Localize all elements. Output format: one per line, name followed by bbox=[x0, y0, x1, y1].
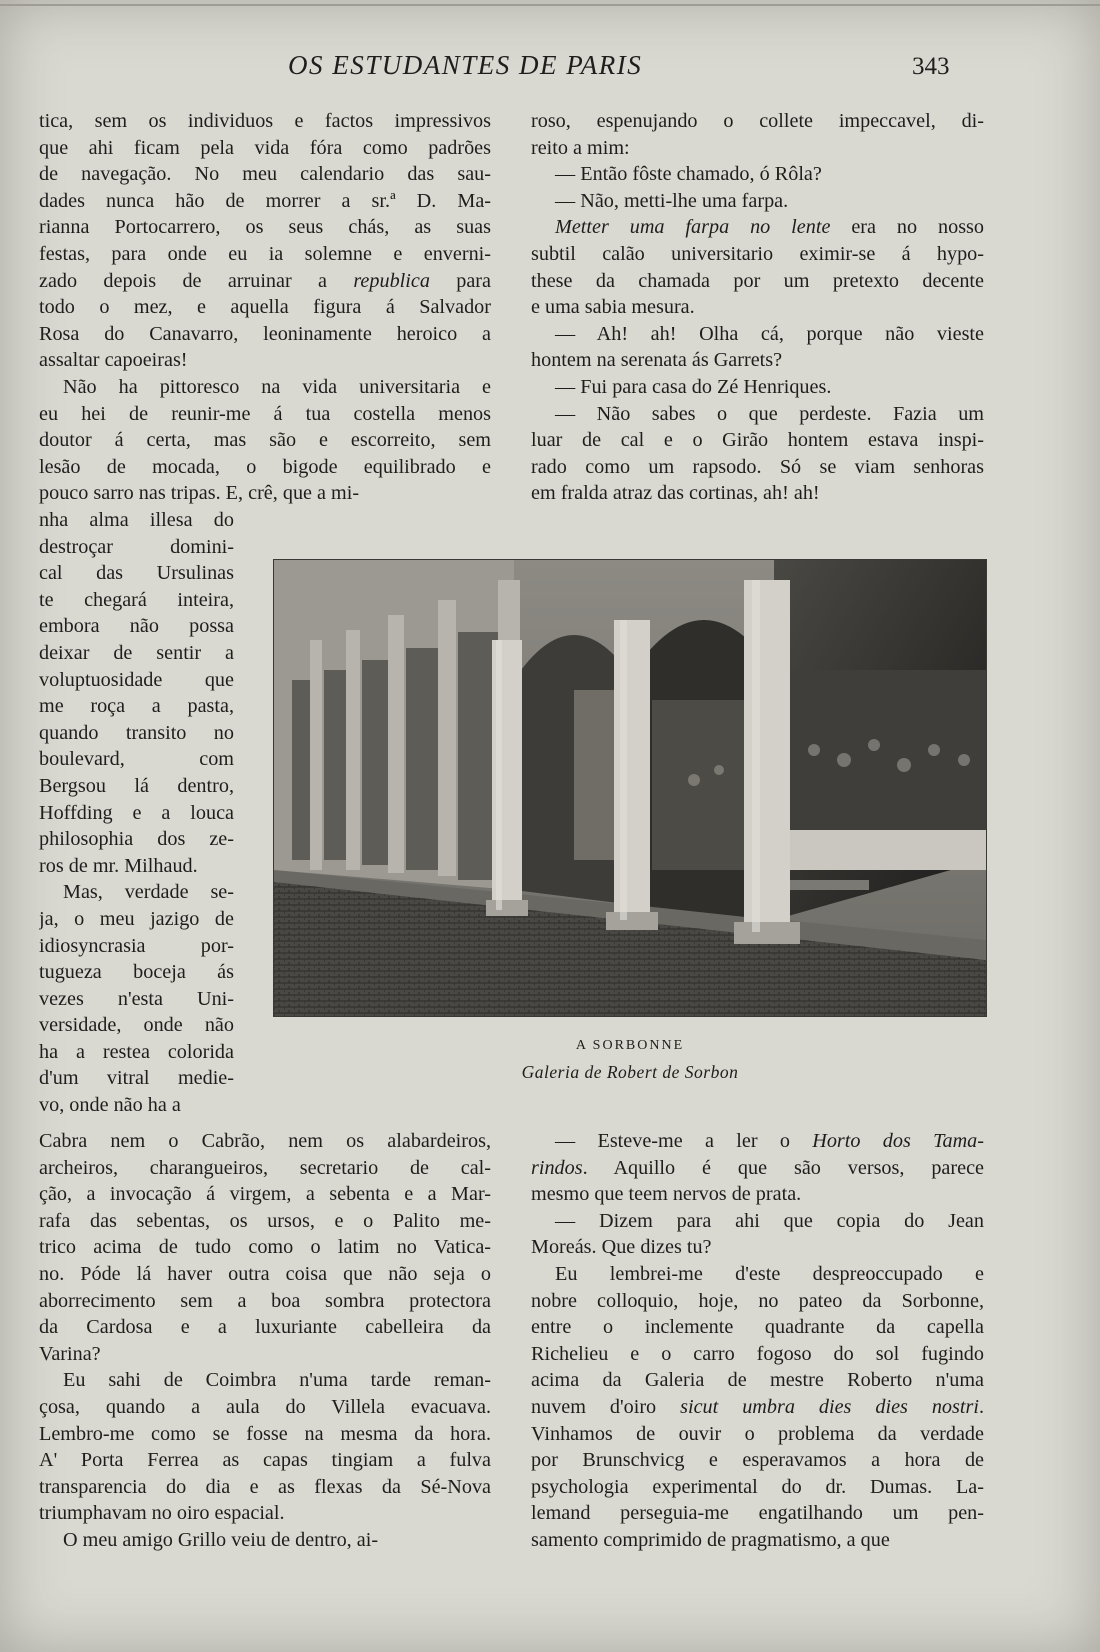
italic-phrase: Horto dos Tama- bbox=[812, 1130, 984, 1152]
text-line: quando transito no bbox=[39, 721, 234, 744]
running-header-title: OS ESTUDANTES DE PARIS bbox=[288, 50, 643, 80]
text-line: deixar de sentir a bbox=[39, 641, 234, 664]
text-line: Bergsou lá dentro, bbox=[39, 774, 234, 797]
text-line: roso, espenujando o collete impeccavel, di- bbox=[531, 110, 984, 132]
text-line bbox=[531, 1394, 984, 1421]
text-line: — Ah! ah! Olha cá, porque não vieste bbox=[555, 322, 984, 345]
text-line: ja, o meu jazigo de bbox=[39, 907, 234, 930]
text-line: hontem na serenata ás Garrets? bbox=[531, 349, 783, 372]
text-line: — Então fôste chamado, ó Rôla? bbox=[555, 163, 822, 186]
text-line: triumphavam no oiro espacial. bbox=[39, 1502, 285, 1525]
text-line: rafa das sebentas, os ursos, e o Palito me- bbox=[39, 1209, 491, 1232]
text-line: vo, onde não ha a bbox=[39, 1094, 181, 1117]
text-line bbox=[39, 268, 491, 295]
text-line: philosophia dos ze- bbox=[39, 828, 234, 851]
text-line: Vinhamos de ouvir o problema da verdade bbox=[531, 1422, 984, 1445]
text-run: zado depois de arruinar a bbox=[39, 269, 354, 292]
text-line: Não ha pittoresco na vida universitaria e bbox=[63, 375, 491, 398]
text-line: Varina? bbox=[39, 1342, 101, 1365]
text-line: lemand perseguia-me engatilhando um pen- bbox=[531, 1502, 984, 1525]
italic-phrase: rindos bbox=[531, 1156, 583, 1179]
text-line: Lembro-me como se fosse na mesma da hora. bbox=[39, 1422, 491, 1445]
text-run: — Esteve-me a ler o bbox=[555, 1130, 813, 1152]
text-line: Eu lembrei-me d'este despreoccupado e bbox=[555, 1262, 984, 1285]
left-column-top-text bbox=[39, 108, 491, 507]
text-line: A' Porta Ferrea as capas tingiam a fulva bbox=[39, 1449, 491, 1472]
text-line: — Não sabes o que perdeste. Fazia um bbox=[555, 402, 984, 425]
text-line: Eu sahi de Coimbra n'uma tarde reman- bbox=[63, 1369, 491, 1392]
text-line: voluptuosidade que bbox=[39, 668, 234, 691]
text-line: Rosa do Canavarro, leoninamente heroico a bbox=[39, 322, 491, 345]
text-line bbox=[531, 214, 984, 241]
text-line: — Não, metti-lhe uma farpa. bbox=[555, 189, 789, 212]
text-line: Cabra nem o Cabrão, nem os alabardeiros, bbox=[39, 1130, 491, 1152]
text-line: doutor á certa, mas são e escorreito, sem bbox=[39, 429, 491, 452]
text-line: ção, a invocação á virgem, a sebenta e a Mar- bbox=[39, 1183, 491, 1206]
text-line: lesão de mocada, o bigode equilibrado e bbox=[39, 455, 491, 478]
text-line: versidade, onde não bbox=[39, 1014, 234, 1037]
italic-phrase: sicut umbra dies dies nostri bbox=[680, 1395, 979, 1418]
text-line: luar de cal e o Girão hontem estava inspi- bbox=[531, 429, 984, 452]
text-run: . Aquillo é que são versos, parece bbox=[582, 1156, 984, 1179]
text-line: tugueza boceja ás bbox=[39, 961, 234, 984]
text-line: e uma sabia mesura. bbox=[531, 296, 695, 319]
text-line: boulevard, com bbox=[39, 748, 234, 771]
text-line: te chegará inteira, bbox=[39, 588, 234, 611]
text-line: aborrecimento sem a boa sombra protectora bbox=[39, 1289, 491, 1312]
right-column-bottom-text bbox=[531, 1128, 984, 1554]
text-line: entre o inclemente quadrante da capella bbox=[531, 1316, 984, 1339]
text-run: para bbox=[429, 269, 491, 292]
text-line: dades nunca hão de morrer a sr.ª D. Ma- bbox=[39, 189, 491, 212]
text-line: no. Póde lá haver outra coisa que não seja o bbox=[39, 1262, 491, 1285]
text-line: archeiros, charangueiros, secretario de cal- bbox=[39, 1156, 491, 1179]
text-line: ros de mr. Milhaud. bbox=[39, 854, 198, 877]
text-line: todo o mez, e aquella figura á Salvador bbox=[39, 296, 491, 319]
text-line: d'um vitral medie- bbox=[39, 1067, 234, 1090]
text-line: Hoffding e a louca bbox=[39, 801, 234, 824]
text-line: pouco sarro nas tripas. E, crê, que a mi- bbox=[39, 482, 360, 505]
text-line: cal das Ursulinas bbox=[39, 562, 234, 585]
text-line: transparencia do dia e as flexas da Sé-Nova bbox=[39, 1475, 491, 1498]
text-line: por Brunschvicg e esperavamos a hora de bbox=[531, 1449, 984, 1472]
right-column-top-text bbox=[531, 108, 984, 507]
text-line: festas, para onde eu ia solemne e enverni- bbox=[39, 242, 491, 265]
text-line: nobre colloquio, hoje, no pateo da Sorbonne, bbox=[531, 1289, 984, 1312]
text-line: que ahi ficam pela vida fóra como padrões bbox=[39, 136, 491, 159]
sorbonne-gallery-photograph bbox=[273, 559, 987, 1017]
text-line: acima da Galeria de mestre Roberto n'uma bbox=[531, 1369, 984, 1392]
text-line: — Dizem para ahi que copia do Jean bbox=[555, 1209, 984, 1232]
italic-phrase: republica bbox=[353, 269, 430, 292]
text-line: nha alma illesa do bbox=[39, 509, 234, 531]
text-run: era no nosso bbox=[830, 216, 984, 239]
text-line: destroçar domini- bbox=[39, 535, 234, 558]
text-line: tica, sem os individuos e factos impressivos bbox=[39, 110, 491, 132]
text-line: psychologia experimental do dr. Dumas. La- bbox=[531, 1475, 984, 1498]
text-line bbox=[531, 1128, 984, 1155]
top-edge-rule bbox=[0, 4, 1100, 6]
text-line: embora não possa bbox=[39, 615, 234, 638]
text-line: me roça a pasta, bbox=[39, 695, 234, 718]
text-line: rado como um rapsodo. Só se viam senhoras bbox=[531, 455, 984, 478]
text-line: vezes n'esta Uni- bbox=[39, 987, 234, 1010]
italic-phrase: Metter uma farpa no lente bbox=[555, 216, 831, 239]
text-line: em fralda atraz das cortinas, ah! ah! bbox=[531, 482, 820, 505]
page-number: 343 bbox=[912, 53, 950, 80]
text-line: idiosyncrasia por- bbox=[39, 934, 234, 957]
figure-caption-subtitle: Galeria de Robert de Sorbon bbox=[521, 1062, 739, 1082]
text-run: nuvem d'oiro bbox=[531, 1395, 681, 1418]
text-line: rianna Portocarrero, os seus chás, as suas bbox=[39, 216, 491, 239]
figure-caption-title: A SORBONNE bbox=[575, 1038, 685, 1053]
text-line: eu hei de reunir-me á tua costella menos bbox=[39, 402, 491, 425]
text-line: Mas, verdade se- bbox=[63, 881, 234, 904]
text-line: reito a mim: bbox=[531, 136, 630, 159]
text-line bbox=[531, 1155, 984, 1182]
text-line: Richelieu e o carro fogoso do sol fugindo bbox=[531, 1342, 984, 1365]
text-line: çosa, quando a aula do Villela evacuava. bbox=[39, 1395, 491, 1418]
text-line: assaltar capoeiras! bbox=[39, 349, 188, 372]
text-line: samento comprimido de pragmatismo, a que bbox=[531, 1528, 890, 1551]
text-line: subtil calão universitario eximir-se á hypo- bbox=[531, 242, 984, 265]
text-line: Moreás. Que dizes tu? bbox=[531, 1236, 712, 1259]
left-column-bottom-text bbox=[39, 1128, 491, 1554]
text-run: . bbox=[978, 1395, 984, 1418]
text-line: da Cardosa e a luxuriante cabelleira da bbox=[39, 1316, 491, 1339]
text-line: — Fui para casa do Zé Henriques. bbox=[555, 375, 832, 398]
text-line: O meu amigo Grillo veiu de dentro, ai- bbox=[63, 1528, 379, 1551]
text-line: de navegação. No meu calendario das sau- bbox=[39, 163, 491, 186]
text-line: trico acima de tudo como o latim no Vatica- bbox=[39, 1236, 491, 1259]
text-line: ha a restea colorida bbox=[39, 1040, 234, 1063]
text-line: mesmo que teem nervos de prata. bbox=[531, 1183, 802, 1206]
text-line: these da chamada por um pretexto decente bbox=[531, 269, 984, 292]
left-column-narrow-text bbox=[39, 507, 234, 1119]
